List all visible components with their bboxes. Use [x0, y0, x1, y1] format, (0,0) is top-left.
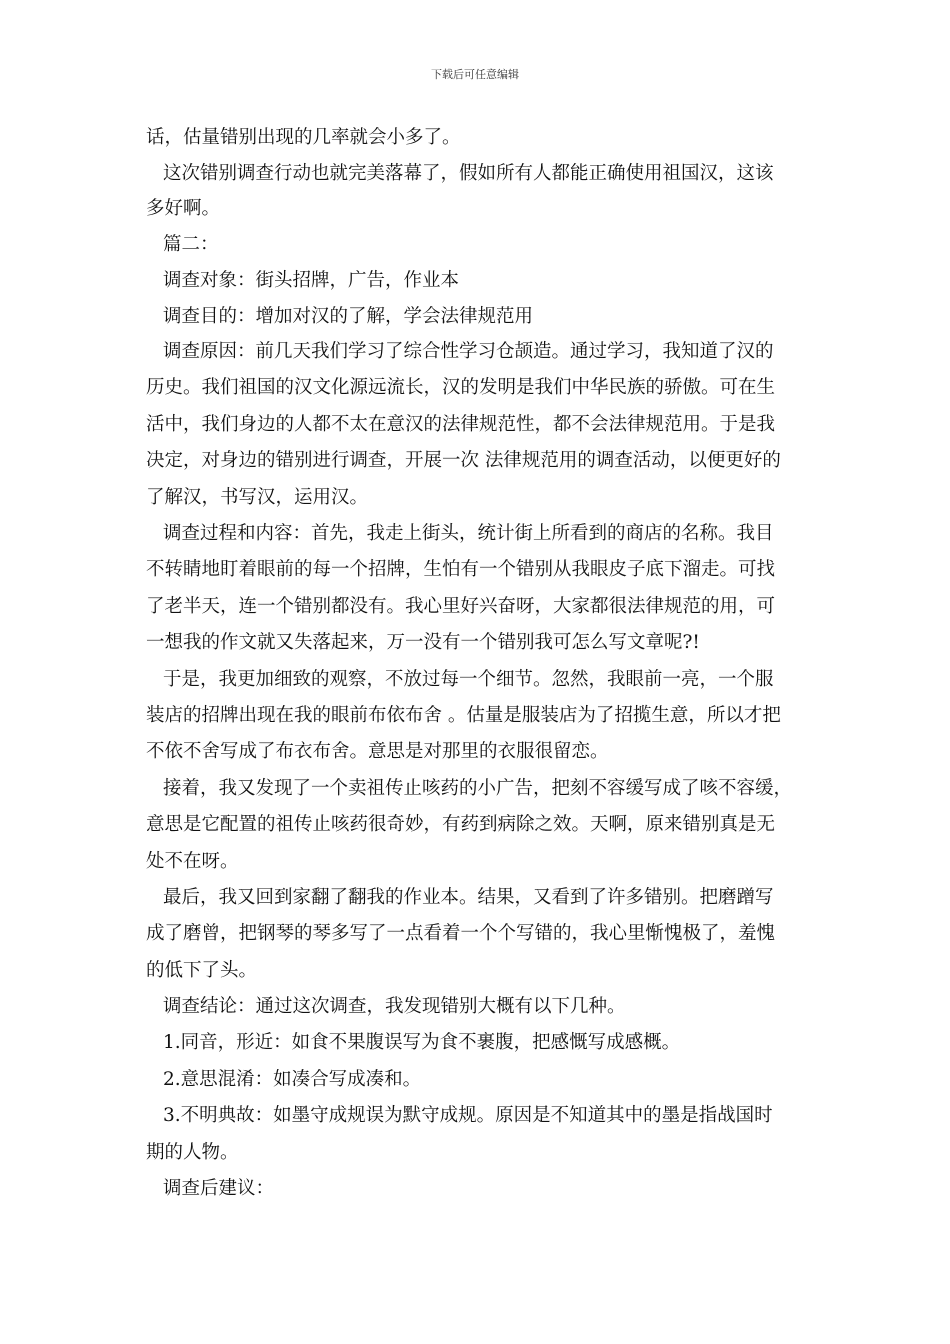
- text-line: 决定，对身边的错别进行调查，开展一次 法律规范用的调查活动，以便更好的: [146, 450, 781, 471]
- text-line: 接着，我又发现了一个卖祖传止咳药的小广告，把刻不容缓写成了咳不容缓，: [163, 778, 793, 799]
- text-line: 调查原因：前几天我们学习了综合性学习仓颉造。通过学习，我知道了汉的: [163, 341, 774, 362]
- text-line: 历史。我们祖国的汉文化源远流长，汉的发明是我们中华民族的骄傲。可在生: [146, 377, 776, 398]
- text-line: 成了磨曾，把钢琴的琴多写了一点看着一个个写错的，我心里惭愧极了，羞愧: [146, 923, 776, 944]
- text-line: 调查后建议：: [163, 1178, 275, 1199]
- text-line: 1.同音，形近：如食不果腹误写为食不裹腹，把感慨写成感概。: [163, 1032, 681, 1053]
- text-line: 一想我的作文就又失落起来，万一没有一个错别我可怎么写文章呢?!: [146, 632, 700, 653]
- text-line: 调查目的：增加对汉的了解，学会法律规范用: [163, 306, 534, 327]
- text-line: 多好啊。: [146, 198, 221, 219]
- text-line: 处不在呀。: [146, 851, 239, 872]
- text-line: 了解汉，书写汉，运用汉。: [146, 487, 369, 508]
- page-header: 下载后可任意编辑: [431, 68, 519, 81]
- text-line: 的低下了头。: [146, 960, 258, 981]
- text-line: 意思是它配置的祖传止咳药很奇妙，有药到病除之效。天啊，原来错别真是无: [146, 814, 776, 835]
- text-line: 了老半天，连一个错别都没有。我心里好兴奋呀，大家都很法律规范的用，可: [146, 596, 776, 617]
- text-line: 调查过程和内容：首先，我走上街头，统计街上所看到的商店的名称。我目: [163, 523, 774, 544]
- text-line: 调查结论：通过这次调查，我发现错别大概有以下几种。: [163, 996, 626, 1017]
- text-line: 调查对象：街头招牌，广告，作业本: [163, 270, 460, 291]
- text-line: 最后，我又回到家翻了翻我的作业本。结果，又看到了许多错别。把磨蹭写: [163, 887, 774, 908]
- text-line: 装店的招牌出现在我的眼前布依布舍 。估量是服装店为了招揽生意，所以才把: [146, 705, 781, 726]
- text-line: 活中，我们身边的人都不太在意汉的法律规范性，都不会法律规范用。于是我: [146, 414, 776, 435]
- text-line: 不依不舍写成了布衣布舍。意思是对那里的衣服很留恋。: [146, 741, 609, 762]
- text-line: 篇二：: [163, 234, 219, 255]
- text-line: 期的人物。: [146, 1142, 239, 1163]
- text-line: 2.意思混淆：如凑合写成凑和。: [163, 1069, 422, 1090]
- text-line: 这次错别调查行动也就完美落幕了，假如所有人都能正确使用祖国汉，这该: [163, 163, 774, 184]
- text-line: 话，估量错别出现的几率就会小多了。: [146, 127, 461, 148]
- text-line: 于是，我更加细致的观察，不放过每一个细节。忽然，我眼前一亮，一个服: [163, 669, 774, 690]
- text-line: 3.不明典故：如墨守成规误为默守成规。原因是不知道其中的墨是指战国时: [163, 1105, 773, 1126]
- text-line: 不转睛地盯着眼前的每一个招牌，生怕有一个错别从我眼皮子底下溜走。可找: [146, 559, 776, 580]
